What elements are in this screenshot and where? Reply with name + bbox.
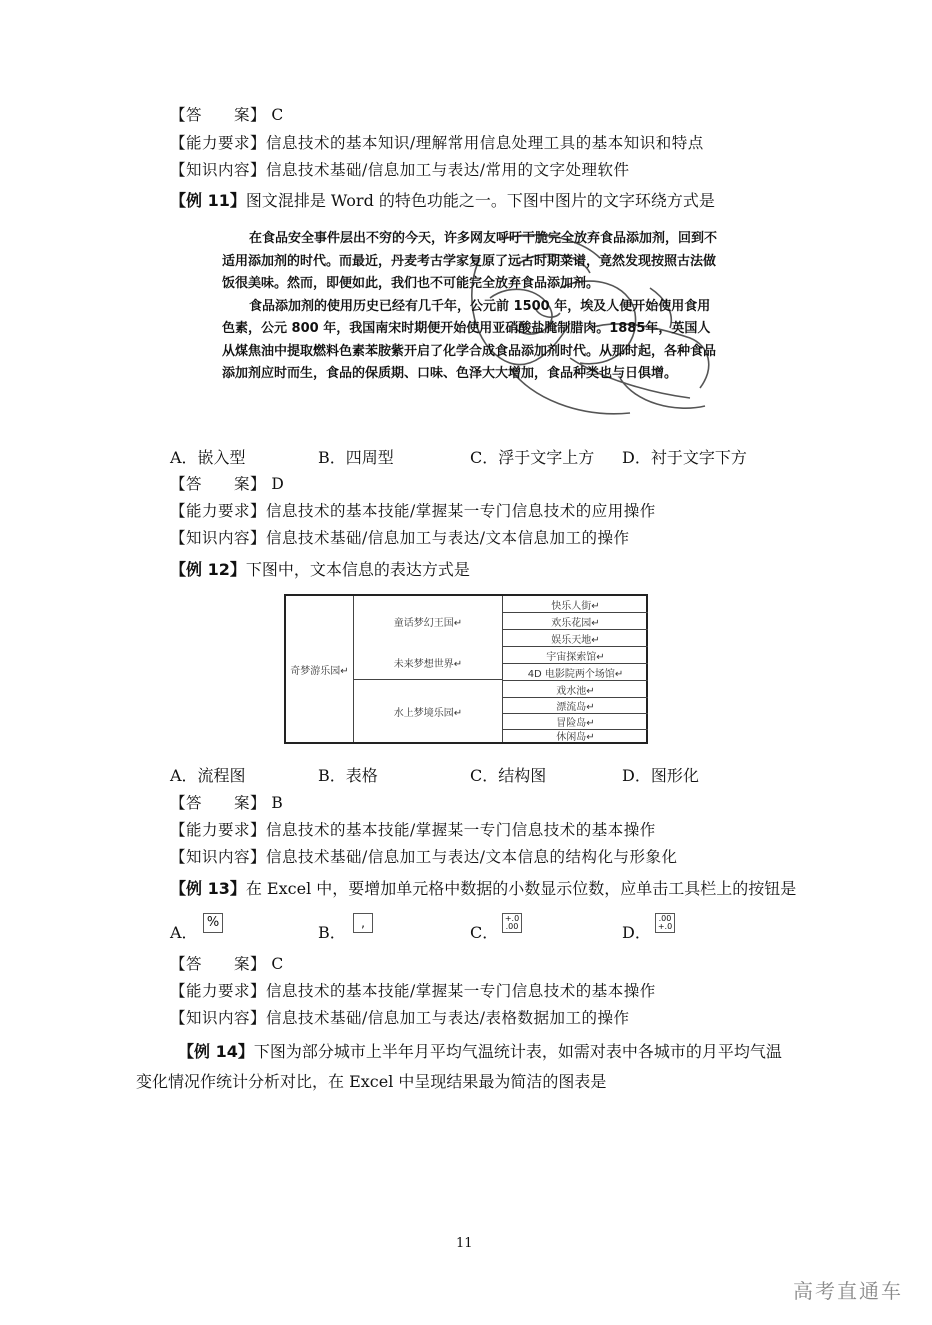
q13-option-a: A． [170, 923, 198, 942]
q11-knowledge: 【知识内容】信息技术基础/信息加工与表达/文本信息加工的操作 [170, 529, 630, 547]
q11-answer: 【答 案】 D [170, 475, 285, 493]
q12-ability: 【能力要求】信息技术的基本技能/掌握某一专门信息技术的基本操作 [170, 821, 656, 839]
q13-option-c: C． [470, 923, 499, 942]
table-group-1: 童话梦幻王国↵ [353, 596, 502, 646]
table-leaf: 冒险岛↵ [502, 713, 648, 730]
q12-option-d: D．图形化 [622, 766, 699, 785]
table-leaf: 欢乐花园↵ [502, 613, 648, 630]
q11-option-d: D．衬于文字下方 [622, 448, 747, 467]
table-leaf: 4D 电影院两个场馆↵ [502, 664, 648, 681]
table-root: 奇梦游乐园↵ [290, 665, 349, 677]
q13-answer: 【答 案】 C [170, 955, 284, 973]
table-leaf: 休闲岛↵ [502, 729, 648, 742]
q12-tag: 【例 12】 [170, 560, 246, 579]
q11-figure-para-2: 食品添加剂的使用历史已经有几千年，公元前 1500 年，埃及人便开始使用食用色素，公元 800 年，我国南宋时期便开始使用亚硝酸盐腌制腊肉。1885年，英国人从煤焦油中提取燃料色素苯胺紫开启了化学合成食品添加剂时代。从那时起，各种食品添加剂应时而生，食品的保质期、口味、色泽大大增加，食品种类也与日俱增。 [222, 298, 717, 381]
table-leaf: 娱乐天地↵ [502, 630, 648, 647]
q10-ability: 【能力要求】信息技术的基本知识/理解常用信息处理工具的基本知识和特点 [170, 134, 704, 152]
q13-stem: 在 Excel 中，要增加单元格中数据的小数显示位数，应单击工具栏上的按钮是 [245, 879, 797, 898]
q11-figure-para-1: 在食品安全事件层出不穷的今天，许多网友呼吁干脆完全放弃食品添加剂，回到不适用添加剂的时代。而最近，丹麦考古学家复原了远古时期菜谱，竟然发现按照古法做饭很美味。然而，即便如此，我们也不可能完全放弃食品添加剂。 [222, 231, 718, 291]
table-leaf: 宇宙探索馆↵ [502, 647, 648, 664]
table-leaf: 戏水池↵ [502, 681, 648, 698]
q14-tag: 【例 14】 [178, 1042, 254, 1061]
q13-knowledge: 【知识内容】信息技术基础/信息加工与表达/表格数据加工的操作 [170, 1009, 630, 1027]
q12-answer: 【答 案】 B [170, 794, 284, 812]
table-leaf: 漂流岛↵ [502, 697, 648, 714]
table-group-2: 未来梦想世界↵ [353, 646, 502, 679]
q11-option-c: C．浮于文字上方 [470, 448, 595, 467]
q11-tag: 【例 11】 [170, 191, 246, 210]
q12-option-a: A．流程图 [170, 766, 246, 785]
table-leaf: 快乐人街↵ [502, 596, 648, 613]
q11-title [170, 188, 715, 211]
q12-structure-table [284, 594, 648, 744]
q13-title [170, 876, 796, 899]
q12-knowledge: 【知识内容】信息技术基础/信息加工与表达/文本信息的结构化与形象化 [170, 848, 678, 866]
q13-tag: 【例 13】 [170, 879, 246, 898]
q11-ability: 【能力要求】信息技术的基本技能/掌握某一专门信息技术的应用操作 [170, 502, 656, 520]
q11-figure [222, 228, 722, 428]
q10-answer: 【答 案】 C [170, 106, 284, 124]
q11-option-b: B．四周型 [318, 448, 394, 467]
q14-title [178, 1039, 782, 1062]
decrease-decimal-icon: .00 +.0 [655, 913, 675, 933]
increase-decimal-icon: +.0 .00 [502, 913, 522, 933]
q12-option-b: B．表格 [318, 766, 378, 785]
q12-title [170, 557, 470, 580]
q10-knowledge: 【知识内容】信息技术基础/信息加工与表达/常用的文字处理软件 [170, 161, 630, 179]
table-group-3: 水上梦境乐园↵ [353, 679, 502, 742]
q14-stem-line-1: 下图为部分城市上半年月平均气温统计表，如需对表中各城市的月平均气温 [253, 1042, 782, 1061]
page-number: 11 [456, 1236, 473, 1251]
q13-ability: 【能力要求】信息技术的基本技能/掌握某一专门信息技术的基本操作 [170, 982, 656, 1000]
comma-style-icon: , [353, 913, 373, 933]
q13-option-b: B． [318, 923, 346, 942]
q11-stem: 图文混排是 Word 的特色功能之一。下图中图片的文字环绕方式是 [245, 191, 715, 210]
q11-option-a: A．嵌入型 [170, 448, 246, 467]
q12-option-c: C．结构图 [470, 766, 547, 785]
q14-stem-line-2: 变化情况作统计分析对比，在 Excel 中呈现结果最为简洁的图表是 [136, 1072, 607, 1091]
q12-stem: 下图中，文本信息的表达方式是 [245, 560, 470, 579]
watermark: 高考直通车 [793, 1279, 903, 1303]
percent-style-icon: % [203, 913, 223, 933]
q13-option-d: D． [622, 923, 651, 942]
